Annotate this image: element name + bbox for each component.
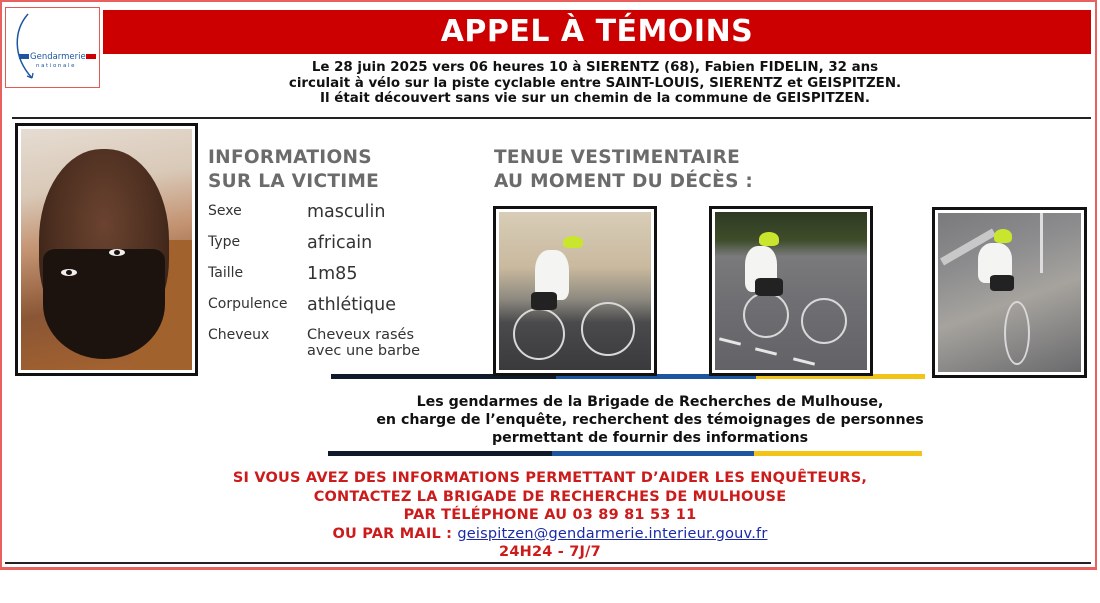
svg-text:Gendarmerie: Gendarmerie — [30, 52, 86, 62]
divider — [12, 117, 1091, 119]
gendarmerie-logo — [5, 7, 100, 88]
cyclist-photo-2 — [709, 206, 873, 376]
contact-hours: 24H24 - 7J/7 — [499, 544, 601, 560]
brigade-line: permettant de fournir des informations — [491, 430, 809, 446]
contact-line: CONTACTEZ LA BRIGADE DE RECHERCHES DE MULHOUSE — [313, 488, 787, 505]
brigade-line: en charge de l’enquête, recherchent des témoignages de personnes — [376, 412, 924, 428]
email-link[interactable]: geispitzen@gendarmerie.interieur.gouv.fr — [457, 525, 768, 542]
contact-mail-line — [200, 525, 900, 544]
contact-line: SI VOUS AVEZ DES INFORMATIONS PERMETTANT D’AIDER LES ENQUÊTEURS, — [232, 470, 868, 486]
info-value: 1m85 — [307, 264, 358, 284]
svg-text:nationale: nationale — [36, 63, 77, 69]
info-value: masculin — [307, 202, 386, 222]
brigade-line: Les gendarmes de la Brigade de Recherches de Mulhouse, — [416, 394, 884, 410]
intro-line: Le 28 juin 2025 vers 06 heures 10 à SIERENTZ (68), Fabien FIDELIN, 32 ans — [311, 60, 879, 75]
info-label: Taille — [208, 265, 244, 281]
brigade-message — [330, 393, 970, 447]
mail-label: OU PAR MAIL : — [332, 525, 458, 542]
contact-phone: PAR TÉLÉPHONE AU 03 89 81 53 11 — [403, 507, 697, 523]
info-label: Cheveux — [208, 327, 270, 343]
incident-summary — [200, 60, 990, 107]
info-label: Corpulence — [208, 296, 288, 312]
intro-line: circulait à vélo sur la piste cyclable entre SAINT-LOUIS, SIERENTZ et GEISPITZEN. — [288, 75, 902, 91]
info-value: africain — [307, 233, 373, 253]
info-label: Sexe — [208, 203, 242, 219]
contact-info — [200, 469, 900, 562]
tricolor-stripe — [328, 451, 922, 456]
cyclist-photo-1 — [493, 206, 657, 376]
info-label: Type — [208, 234, 241, 250]
cyclist-photo-3 — [932, 207, 1087, 378]
gendarmerie-logo-icon — [6, 8, 99, 87]
info-value: athlétique — [307, 295, 396, 315]
intro-line: Il était découvert sans vie sur un chemin de la commune de GEISPITZEN. — [320, 91, 870, 106]
divider — [5, 562, 1091, 564]
info-value: Cheveux rasés avec une barbe — [307, 327, 421, 359]
victim-portrait-photo — [15, 123, 198, 376]
page-title: APPEL À TÉMOINS — [103, 10, 1091, 54]
victim-info-heading: INFORMATIONS SUR LA VICTIME — [208, 147, 380, 192]
clothing-heading: TENUE VESTIMENTAIRE AU MOMENT DU DÉCÈS : — [494, 147, 754, 192]
